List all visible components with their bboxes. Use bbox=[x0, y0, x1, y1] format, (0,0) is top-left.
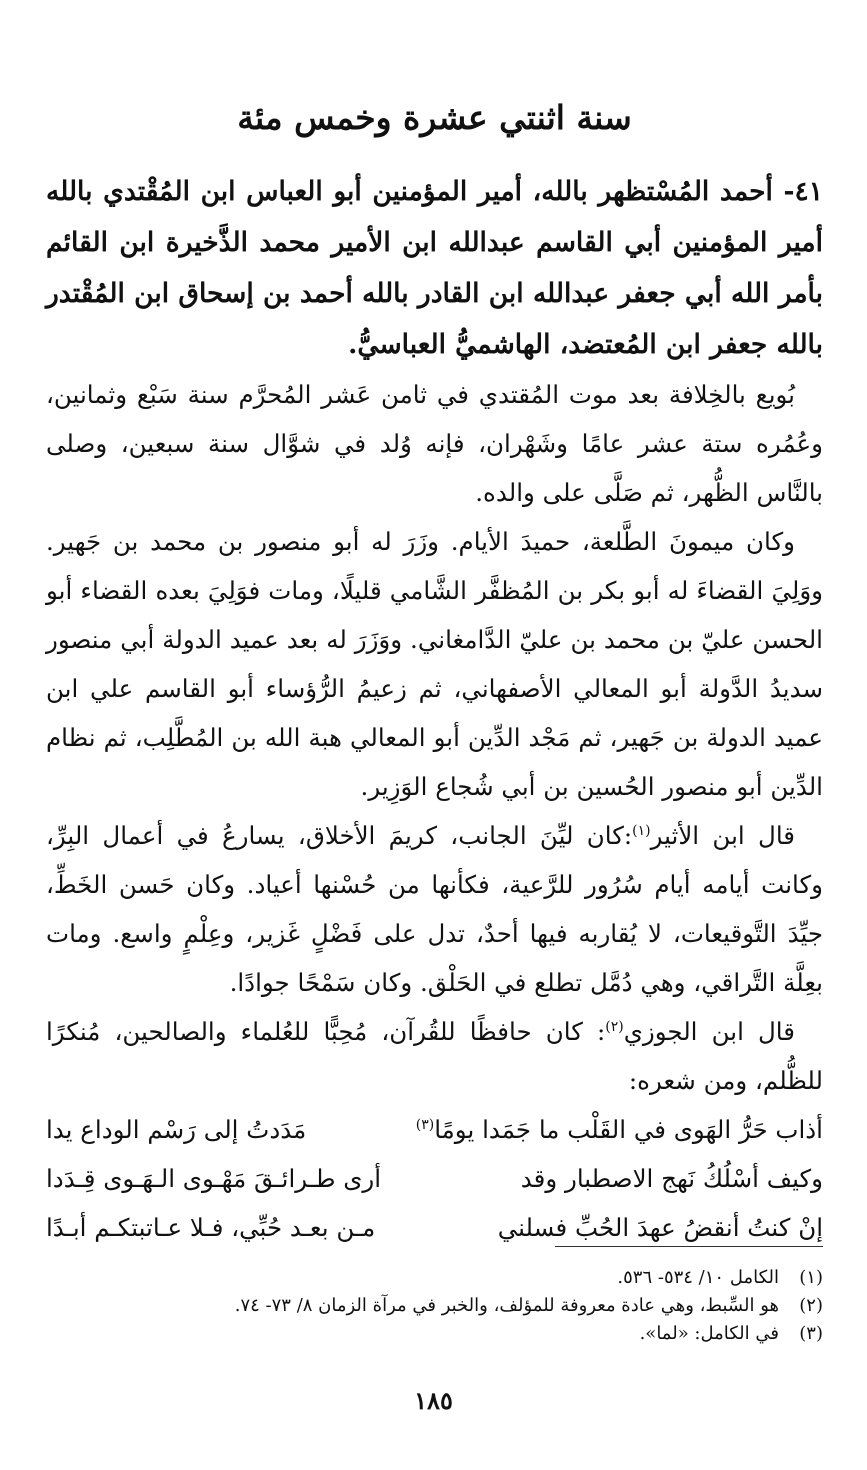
footnote-text: الكامل ١٠/ ٥٣٤- ٥٣٦. bbox=[617, 1267, 779, 1288]
verse-text: أذاب حَرُّ الهَوى في القَلْب ما جَمَدا bbox=[482, 1115, 823, 1144]
footnote-item bbox=[46, 1264, 823, 1292]
page-number: ١٨٥ bbox=[414, 1386, 453, 1415]
verse-first-hemistich bbox=[416, 1105, 823, 1154]
quote-text: :كان ليِّنَ الجانب، كريمَ الأخلاق، يسارعُ في أعمال البِرِّ، وكانت أيامه أيام سُرُور للرَّعية، فكأنها من حُسْنها أعياد. وكان حَسن الخَطِّ، جيِّدَ التَّوقيعات، لا يُقاربه فيها أحدٌ، تدل على فَضْلٍ غَزير، وعِلْمٍ واسع. ومات بعِلَّة التَّراقي، وهي دُمَّل تطلع في الحَلْق. وكان سَمْحًا جوادًا. bbox=[46, 821, 823, 997]
footnote-divider bbox=[555, 1246, 823, 1247]
footnote-ref[interactable]: (٢) bbox=[605, 1019, 624, 1035]
verse-second-hemistich: مَدَدتُ إلى رَسْم الوداع يدا bbox=[46, 1115, 307, 1144]
paragraph-viziers: وكان ميمونَ الطَّلعة، حميدَ الأيام. وزَرَ له أبو منصور بن محمد بن جَهير. ووَلِيَ القضاءَ له أبو بكر بن المُظفَّر الشَّامي قليلًا، ومات فوَلِيَ بعده القضاء أبو الحسن عليّ بن محمد بن عليّ الدَّامغاني. ووَزَرَ له بعد عميد الدولة أبي منصور سديدُ الدَّولة أبو المعالي الأصفهاني، ثم زعيمُ الرُّؤساء أبو القاسم علي ابن عميد الدولة بن جَهير، ثم مَجْد الدِّين أبو المعالي هبة الله بن المُطَّلِب، ثم نظام الدِّين أبو منصور الحُسين بن أبي شُجاع الوَزِير. bbox=[46, 527, 823, 801]
footnotes bbox=[46, 1264, 823, 1348]
footnote-number: (١) bbox=[799, 1267, 823, 1288]
verse-second-hemistich: أرى طـرائـقَ مَهْـوى الـهَـوى قِـدَدا bbox=[46, 1164, 382, 1193]
verse-first-hemistich: إنْ كنتُ أنقضُ عهدَ الحُبِّ فسلني bbox=[497, 1213, 823, 1242]
verse-first-hemistich: وكيف أسْلُكُ نَهج الاصطبار وقد bbox=[520, 1164, 823, 1193]
verse-second-hemistich: مـن بعـد حُبِّي، فـلا عـاتبتكـم أبـدًا bbox=[46, 1213, 376, 1242]
footnote-ref[interactable]: (٣) bbox=[415, 1117, 435, 1133]
footnote-item bbox=[46, 1320, 823, 1348]
footnote-text: هو السِّبط، وهي عادة معروفة للمؤلف، والخبر في مرآة الزمان ٨/ ٧٣- ٧٤. bbox=[234, 1295, 779, 1316]
quote-text: : كان حافظًا للقُرآن، مُحِبًّا للعُلماء والصالحين، مُنكرًا للظُّلم، ومن شعره: bbox=[46, 1017, 823, 1095]
footnote-number: (٢) bbox=[799, 1295, 823, 1316]
footnote-text: في الكامل: «لما». bbox=[639, 1323, 779, 1344]
poem bbox=[46, 1105, 823, 1252]
footnote-number: (٣) bbox=[799, 1323, 823, 1344]
verse-text: يومًا bbox=[434, 1115, 483, 1144]
biography-entry-heading: ٤١- أحمد المُسْتظهر بالله، أمير المؤمنين أبو العباس ابن المُقْتدي بالله أمير المؤمنين أبي القاسم عبدالله ابن الأمير محمد الذَّخيرة ابن القائم بأمر الله أبي جعفر عبدالله ابن القادر بالله أحمد بن إسحاق ابن المُقْتدر بالله جعفر ابن المُعتضد، الهاشميُّ العباسيُّ. bbox=[46, 176, 823, 360]
book-page bbox=[0, 96, 867, 1470]
poem-verse bbox=[46, 1154, 823, 1203]
quote-lead: قال ابن الجوزي bbox=[623, 1017, 795, 1046]
paragraph-accession: بُويع بالخِلافة بعد موت المُقتدي في ثامن عَشر المُحرَّم سنة سَبْع وثمانين، وعُمُره ستة عشر عامًا وشَهْران، فإنه وُلد في شوَّال سنة سبعين، وصلى بالنَّاس الظُّهر، ثم صَلَّى على والده. bbox=[46, 380, 823, 507]
poem-verse bbox=[46, 1203, 823, 1252]
quote-lead: قال ابن الأثير bbox=[650, 821, 795, 850]
year-heading: سنة اثنتي عشرة وخمس مئة bbox=[237, 98, 632, 137]
poem-verse bbox=[46, 1105, 823, 1154]
footnote-item bbox=[46, 1292, 823, 1320]
quote-ibn-al-athir bbox=[46, 811, 823, 1007]
quote-ibn-al-jawzi bbox=[46, 1007, 823, 1105]
footnote-ref[interactable]: (١) bbox=[632, 823, 651, 839]
